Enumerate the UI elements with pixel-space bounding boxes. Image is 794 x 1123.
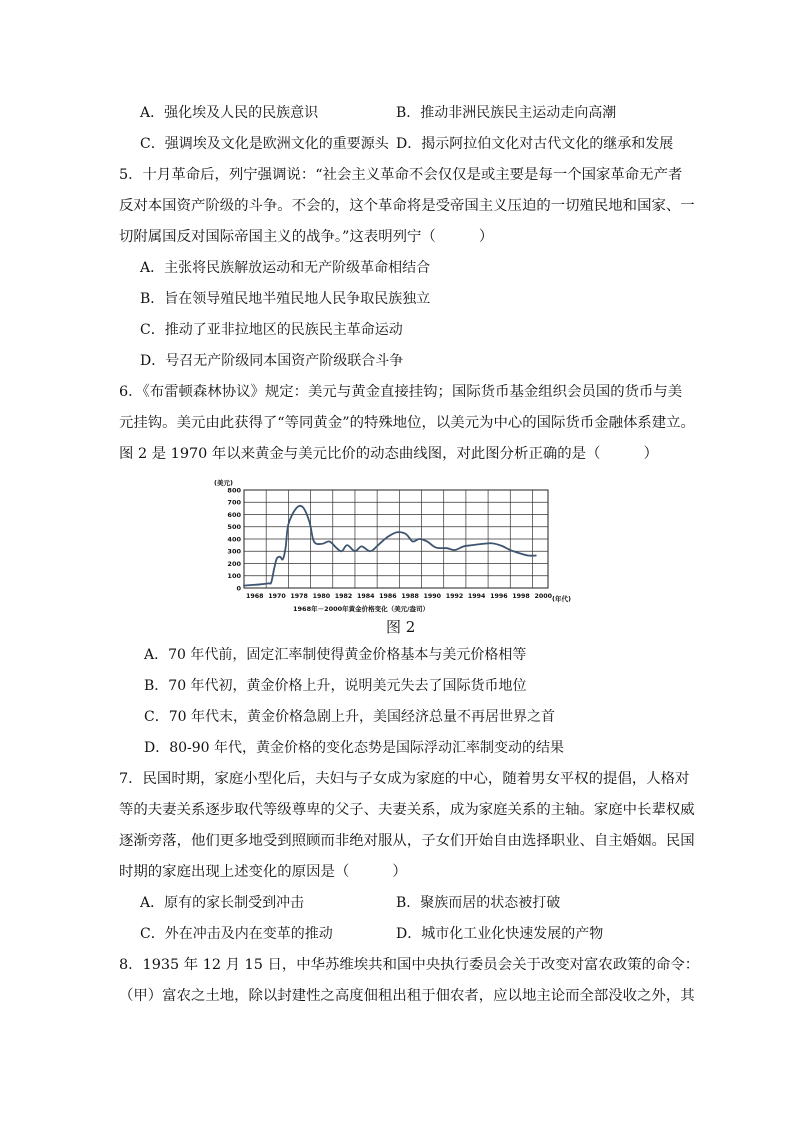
chart-x-tick-label: 1980 — [312, 593, 331, 600]
chart-x-tick-label: 1986 — [379, 593, 397, 600]
chart-y-tick-label: 800 — [227, 486, 241, 495]
q5-option-d: D．号召无产阶级同本国资产阶级联合斗争 — [140, 353, 404, 369]
q7-option-c: C．外在冲击及内在变革的推动 — [140, 926, 333, 942]
q7-option-d: D．城市化工业化快速发展的产物 — [396, 926, 604, 942]
q6-option-b: B．70 年代初，黄金价格上升，说明美元失去了国际货币地位 — [144, 678, 527, 694]
q5-option-c: C．推动了亚非拉地区的民族民主革命运动 — [140, 322, 403, 338]
chart-y-axis-label: (美元) — [214, 479, 233, 487]
chart-y-tick-label: 0 — [236, 584, 241, 593]
chart-y-tick-label: 200 — [227, 559, 241, 568]
q7-stem-line-2: 等的夫妻关系逐步取代等级尊卑的父子、夫妻关系，成为家庭关系的主轴。家庭中长辈权威 — [119, 802, 695, 818]
gold-price-chart — [208, 476, 588, 616]
q5-stem-line-3: 切附属国反对国际帝国主义的战争。”这表明列宁（ ） — [119, 229, 494, 245]
chart-x-tick-label: 1996 — [490, 593, 508, 600]
q5-stem-line-1: 5．十月革命后，列宁强调说：“社会主义革命不会仅仅是或主要是每一个国家革命无产者 — [119, 167, 683, 183]
q4-option-c: C．强调埃及文化是欧洲文化的重要源头 — [140, 136, 389, 152]
q6-stem-line-2: 元挂钩。美元由此获得了“等同黄金”的特殊地位，以美元为中心的国际货币金融体系建立。 — [119, 415, 695, 431]
chart-x-tick-label: 1994 — [467, 593, 486, 600]
q8-stem-line-1: 8．1935 年 12 月 15 日，中华苏维埃共和国中央执行委员会关于改变对富农政策的命令： — [119, 957, 700, 973]
chart-x-tick-label: 1970 — [268, 593, 286, 600]
q7-stem-line-1: 7．民国时期，家庭小型化后，夫妇与子女成为家庭的中心，随着男女平权的提倡，人格对 — [119, 771, 690, 787]
q7-option-b: B．聚族而居的状态被打破 — [396, 895, 561, 911]
q6-option-c: C．70 年代末，黄金价格急剧上升，美国经济总量不再居世界之首 — [144, 709, 555, 725]
chart-x-tick-label: 1968 — [246, 593, 264, 600]
chart-x-tick-label: 1990 — [423, 593, 442, 600]
chart-x-tick-label: 1992 — [445, 593, 464, 600]
chart-y-tick-label: 400 — [227, 535, 241, 544]
q5-option-a: A．主张将民族解放运动和无产阶级革命相结合 — [140, 260, 431, 276]
chart-y-tick-label: 500 — [227, 523, 241, 532]
chart-x-axis-label: (年代) — [552, 595, 571, 603]
q6-stem-line-1: 6．《布雷顿森林协议》规定：美元与黄金直接挂钩；国际货币基金组织会员国的货币与美 — [119, 384, 683, 400]
q7-stem-line-4: 时期的家庭出现上述变化的原因是（ ） — [119, 864, 407, 880]
chart-x-tick-label: 1984 — [356, 593, 375, 600]
q8-stem-line-2: （甲）富农之土地，除以封建性之高度佃租出租于佃农者，应以地主论而全部没收之外，其 — [119, 988, 695, 1004]
q4-option-d: D．揭示阿拉伯文化对古代文化的继承和发展 — [396, 136, 674, 152]
q7-stem-line-3: 逐渐旁落，他们更多地受到照顾而非绝对服从，子女们开始自由选择职业、自主婚姻。民国 — [119, 833, 695, 849]
q7-option-a: A．原有的家长制受到冲击 — [140, 895, 305, 911]
chart-y-tick-label: 600 — [227, 510, 241, 519]
q6-option-d: D．80-90 年代，黄金价格的变化态势是国际浮动汇率制变动的结果 — [144, 740, 565, 756]
chart-grid — [244, 490, 548, 588]
q6-option-a: A．70 年代前，固定汇率制使得黄金价格基本与美元价格相等 — [144, 647, 527, 663]
q4-option-a: A．强化埃及人民的民族意识 — [140, 105, 319, 121]
chart-x-tick-label: 1998 — [512, 593, 530, 600]
q6-stem-line-3: 图 2 是 1970 年以来黄金与美元比价的动态曲线图，对此图分析正确的是（ ） — [119, 446, 658, 462]
chart-x-tick-label: 1982 — [334, 593, 353, 600]
chart-tick-labels — [227, 486, 552, 600]
q5-option-b: B．旨在领导殖民地半殖民地人民争取民族独立 — [140, 291, 431, 307]
chart-y-tick-label: 100 — [227, 572, 241, 581]
chart-x-tick-label: 1988 — [401, 593, 419, 600]
chart-x-tick-label: 2000 — [534, 593, 552, 600]
q5-stem-line-2: 反对本国资产阶级的斗争。不会的，这个革命将是受帝国主义压迫的一切殖民地和国家、一 — [119, 198, 695, 214]
q4-option-b: B．推动非洲民族民主运动走向高潮 — [396, 105, 617, 121]
chart-x-tick-label: 1978 — [290, 593, 308, 600]
chart-y-tick-label: 700 — [227, 498, 241, 507]
chart-title: 1968年－2000年黄金价格变化（美元/盎司） — [293, 605, 430, 613]
chart-y-tick-label: 300 — [227, 547, 241, 556]
gold-price-series-line — [244, 506, 536, 586]
figure-caption: 图 2 — [386, 618, 416, 636]
